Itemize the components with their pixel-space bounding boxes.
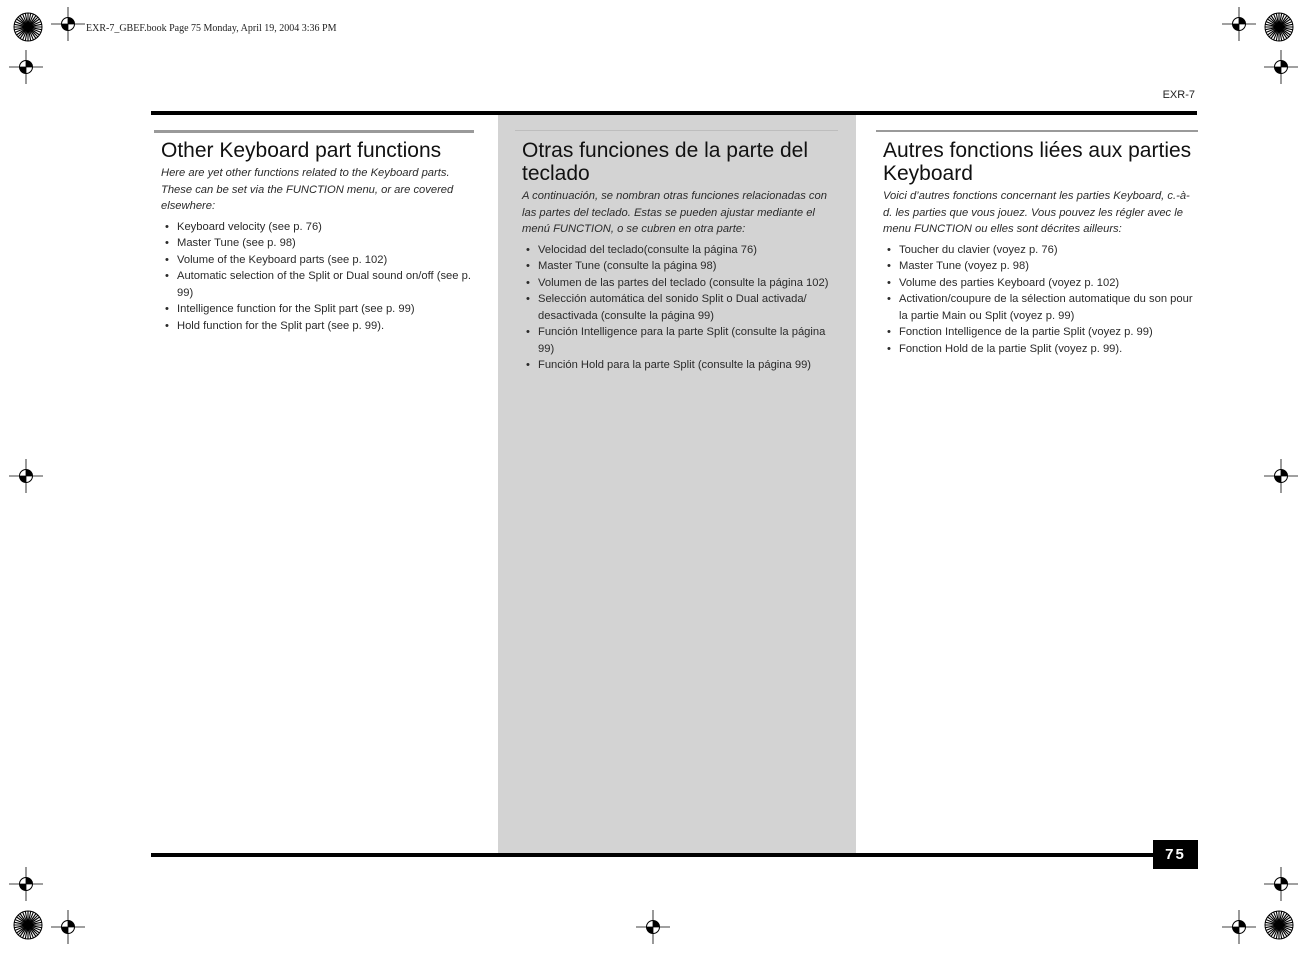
list-item: • Intelligence function for the Split part (see p. 99)	[161, 301, 474, 318]
list-item: • Función Intelligence para la parte Split (consulte la página 99)	[522, 324, 838, 357]
registration-starburst-icon	[1265, 13, 1293, 41]
list-item: • Volume des parties Keyboard (voyez p. 102)	[883, 275, 1198, 292]
english-intro: Here are yet other functions related to the Keyboard parts. These can be set via the FUNCTION menu, or are covered elsewhere:	[161, 167, 454, 212]
list-item: • Master Tune (voyez p. 98)	[883, 258, 1198, 275]
french-column	[876, 130, 1198, 357]
book-file-info: EXR-7_GBEF.book Page 75 Monday, April 19, 2004 3:36 PM	[86, 23, 337, 34]
french-function-list	[876, 242, 1198, 358]
registration-crosshair-icon	[1264, 867, 1298, 901]
list-item: • Fonction Hold de la partie Split (voyez p. 99).	[883, 341, 1198, 358]
registration-crosshair-icon	[1222, 7, 1256, 41]
spanish-function-list	[515, 242, 838, 374]
list-item: • Master Tune (consulte la página 98)	[522, 258, 838, 275]
french-intro: Voici d’autres fonctions concernant les parties Keyboard, c.-à-d. les parties que vous jouez. Vous pouvez les régler avec le menu FUNCTION ou elles sont décrites ailleurs:	[883, 190, 1190, 235]
registration-crosshair-icon	[9, 867, 43, 901]
spanish-column	[515, 130, 838, 374]
registration-crosshair-icon	[636, 910, 670, 944]
english-heading: Other Keyboard part functions	[161, 139, 442, 162]
list-item: • Fonction Intelligence de la partie Split (voyez p. 99)	[883, 324, 1198, 341]
french-heading: Autres fonctions liées aux parties Keyboard	[883, 139, 1192, 185]
english-column	[154, 130, 474, 334]
spanish-heading: Otras funciones de la parte del teclado	[522, 139, 809, 185]
registration-starburst-icon	[1265, 911, 1293, 939]
registration-crosshair-icon	[51, 7, 85, 41]
registration-crosshair-icon	[1222, 910, 1256, 944]
list-item: • Master Tune (see p. 98)	[161, 235, 474, 252]
registration-starburst-icon	[14, 13, 42, 41]
spanish-column-rule	[515, 130, 838, 131]
list-item: • Función Hold para la parte Split (consulte la página 99)	[522, 357, 838, 374]
english-column-rule	[154, 130, 474, 133]
registration-starburst-icon	[14, 911, 42, 939]
registration-crosshair-icon	[9, 50, 43, 84]
registration-crosshair-icon	[51, 910, 85, 944]
list-item: • Volume of the Keyboard parts (see p. 102)	[161, 252, 474, 269]
registration-crosshair-icon	[9, 459, 43, 493]
list-item: • Volumen de las partes del teclado (consulte la página 102)	[522, 275, 838, 292]
list-item: • Selección automática del sonido Split o Dual activada/ desactivada (consulte la página 99)	[522, 291, 838, 324]
english-function-list	[154, 219, 474, 335]
list-item: • Keyboard velocity (see p. 76)	[161, 219, 474, 236]
registration-crosshair-icon	[1264, 459, 1298, 493]
list-item: • Automatic selection of the Split or Dual sound on/off (see p. 99)	[161, 268, 474, 301]
model-name: EXR-7	[1162, 89, 1195, 101]
french-column-rule	[876, 130, 1198, 132]
list-item: • Activation/coupure de la sélection automatique du son pour la partie Main ou Split (voyez p. 99)	[883, 291, 1198, 324]
registration-crosshair-icon	[1264, 50, 1298, 84]
spanish-intro: A continuación, se nombran otras funciones relacionadas con las partes del teclado. Estas se pueden ajustar mediante el menú FUNCTION, o se cubren en otra parte:	[522, 190, 827, 235]
page-number: 75	[1153, 840, 1198, 869]
list-item: • Velocidad del teclado(consulte la página 76)	[522, 242, 838, 259]
bottom-rule	[151, 853, 1197, 857]
list-item: • Hold function for the Split part (see p. 99).	[161, 318, 474, 335]
list-item: • Toucher du clavier (voyez p. 76)	[883, 242, 1198, 259]
